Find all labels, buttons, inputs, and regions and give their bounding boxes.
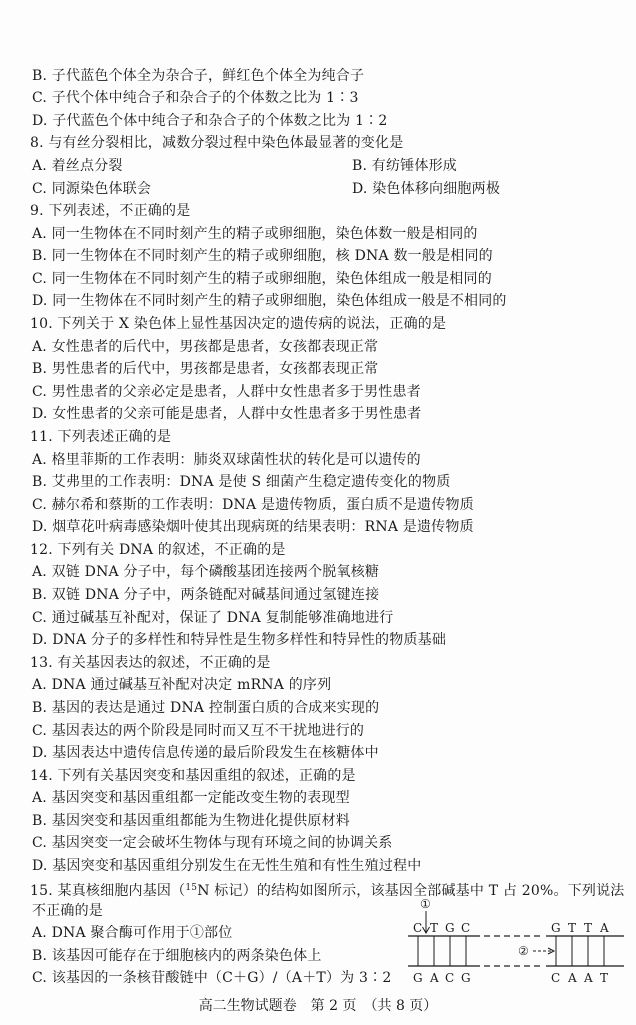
bottom-base-2: A: [430, 971, 439, 985]
q14-option-b: B. 基因突变和基因重组都能为生物进化提供原材料: [32, 813, 350, 829]
q15-option-c: C. 该基因的一条核苷酸链中（C＋G）/（A＋T）为 3∶2: [32, 970, 392, 986]
q8-stem: 8. 与有丝分裂相比，减数分裂过程中染色体最显著的变化是: [30, 135, 404, 151]
bottom-base-4: G: [461, 971, 471, 985]
bottom-base-8: T: [600, 971, 609, 985]
q12-stem: 12. 下列有关 DNA 的叙述，不正确的是: [30, 542, 286, 558]
q12-option-a: A. 双链 DNA 分子中，每个磷酸基团连接两个脱氧核糖: [32, 564, 380, 580]
q10-option-d: D. 女性患者的父亲可能是患者，人群中女性患者多于男性患者: [32, 406, 422, 422]
bottom-base-1: G: [413, 971, 423, 985]
marker-1-label: ①: [420, 897, 431, 911]
q10-option-b: B. 男性患者的后代中，男孩都是患者，女孩都表现正常: [32, 361, 379, 377]
q15-option-b: B. 该基因可能存在于细胞核内的两条染色体上: [32, 948, 322, 964]
q12-option-b: B. 双链 DNA 分子中，两条链配对碱基间通过氢键连接: [32, 587, 380, 603]
q8-option-b: B. 有纺锤体形成: [352, 158, 457, 174]
top-base-8: A: [600, 921, 609, 935]
q15-stem-pre: 15. 某真核细胞内基因（: [30, 883, 186, 899]
q7-option-c: C. 子代个体中纯合子和杂合子的个体数之比为 1∶3: [32, 90, 359, 106]
q13-option-a: A. DNA 通过碱基互补配对决定 mRNA 的序列: [32, 677, 332, 693]
dna-structure-figure: [402, 894, 628, 990]
q14-stem: 14. 下列有关基因突变和基因重组的叙述，正确的是: [30, 768, 356, 784]
q12-option-d: D. DNA 分子的多样性和特异性是生物多样性和特异性的物质基础: [32, 632, 447, 648]
q8-option-d: D. 染色体移向细胞两极: [352, 181, 501, 197]
top-base-1: C: [413, 921, 423, 935]
q15-stem-line2: 不正确的是: [32, 903, 103, 919]
q9-option-b: B. 同一生物体在不同时刻产生的精子或卵细胞，核 DNA 数一般是相同的: [32, 248, 493, 264]
page-footer: 高二生物试题卷 第 2 页 （共 8 页）: [198, 998, 438, 1014]
q15-stem-post: N 标记）的结构如图所示，该基因全部碱基中 T 占 20%。下列说法: [197, 883, 625, 899]
q15-isotope-superscript: 15: [185, 883, 198, 893]
q8-option-a: A. 着丝点分裂: [32, 158, 123, 174]
q12-option-c: C. 通过碱基互补配对，保证了 DNA 复制能够准确地进行: [32, 610, 394, 626]
q11-option-b: B. 艾弗里的工作表明：DNA 是使 S 细菌产生稳定遗传变化的物质: [32, 474, 451, 490]
bottom-base-6: A: [568, 971, 577, 985]
q13-option-d: D. 基因表达中遗传信息传递的最后阶段发生在核糖体中: [32, 745, 379, 761]
q14-option-c: C. 基因突变一定会破坏生物体与现有环境之间的协调关系: [32, 835, 393, 851]
q11-option-d: D. 烟草花叶病毒感染烟叶使其出现病斑的结果表明：RNA 是遗传物质: [32, 519, 474, 535]
top-base-4: C: [461, 921, 471, 935]
top-base-3: G: [445, 921, 455, 935]
q15-option-a: A. DNA 聚合酶可作用于①部位: [32, 925, 233, 941]
q10-option-c: C. 男性患者的父亲必定是患者，人群中女性患者多于男性患者: [32, 384, 421, 400]
bottom-base-7: A: [584, 971, 593, 985]
q9-option-a: A. 同一生物体在不同时刻产生的精子或卵细胞，染色体数一般是相同的: [32, 226, 478, 242]
q11-stem: 11. 下列表述正确的是: [30, 429, 172, 445]
q10-stem: 10. 下列关于 X 染色体上显性基因决定的遗传病的说法，正确的是: [30, 316, 447, 332]
bottom-base-5: C: [551, 971, 561, 985]
q9-option-d: D. 同一生物体在不同时刻产生的精子或卵细胞，染色体组成一般是不相同的: [32, 293, 507, 309]
q13-stem: 13. 有关基因表达的叙述，不正确的是: [30, 655, 271, 671]
top-base-2: T: [430, 921, 439, 935]
q14-option-a: A. 基因突变和基因重组都一定能改变生物的表现型: [32, 790, 350, 806]
q13-option-b: B. 基因的表达是通过 DNA 控制蛋白质的合成来实现的: [32, 700, 380, 716]
bottom-base-3: C: [445, 971, 455, 985]
q9-option-c: C. 同一生物体在不同时刻产生的精子或卵细胞，染色体组成一般是相同的: [32, 271, 492, 287]
top-base-5: G: [551, 921, 561, 935]
top-base-7: T: [584, 921, 593, 935]
q11-option-c: C. 赫尔希和蔡斯的工作表明：DNA 是遗传物质，蛋白质不是遗传物质: [32, 497, 474, 513]
q10-option-a: A. 女性患者的后代中，男孩都是患者，女孩都表现正常: [32, 339, 379, 355]
top-base-6: T: [568, 921, 577, 935]
q8-option-c: C. 同源染色体联会: [32, 181, 152, 197]
q14-option-d: D. 基因突变和基因重组分别发生在无性生殖和有性生殖过程中: [32, 858, 422, 874]
q11-option-a: A. 格里菲斯的工作表明：肺炎双球菌性状的转化是可以遗传的: [32, 452, 421, 468]
marker-2-label: ②: [518, 944, 529, 958]
q9-stem: 9. 下列表述，不正确的是: [30, 203, 191, 219]
q7-option-b: B. 子代蓝色个体全为杂合子，鲜红色个体全为纯合子: [32, 68, 365, 84]
q7-option-d: D. 子代蓝色个体中纯合子和杂合子的个体数之比为 1∶2: [32, 113, 388, 129]
q13-option-c: C. 基因表达的两个阶段是同时而又互不干扰地进行的: [32, 723, 365, 739]
